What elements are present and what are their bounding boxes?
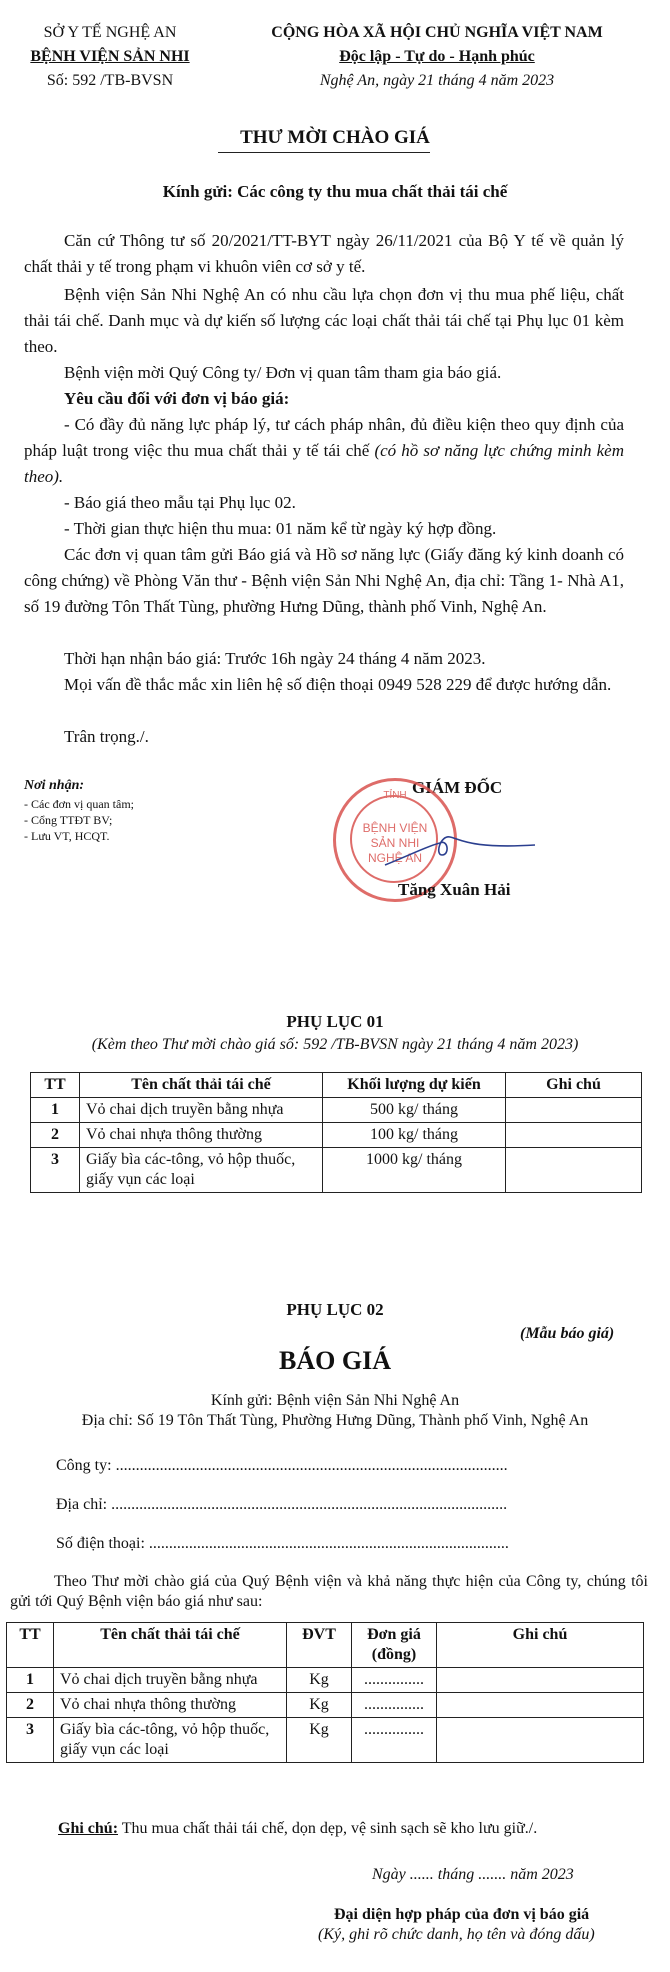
requirement-duration: - Thời gian thực hiện thu mua: 01 năm kể từ ngày ký hợp đồng. xyxy=(64,519,497,538)
recipient-item: - Lưu VT, HCQT. xyxy=(24,829,110,843)
republic-title: CỘNG HÒA XÃ HỘI CHỦ NGHĨA VIỆT NAM xyxy=(271,24,603,41)
table-cell: Vỏ chai nhựa thông thường xyxy=(54,1693,287,1718)
appendix1-subtitle: (Kèm theo Thư mời chào giá số: 592 /TB-BVSN ngày 21 tháng 4 năm 2023) xyxy=(91,1036,579,1053)
table-cell: Vỏ chai nhựa thông thường xyxy=(80,1123,323,1148)
paragraph-legal-basis: Căn cứ Thông tư số 20/2021/TT-BYT ngày 26/11/2021 của Bộ Y tế về quản lý chất thải y tế trong phạm vi khuôn viên cơ sở y tế. xyxy=(24,231,624,276)
phone-field[interactable]: Số điện thoại: .......................................................................................... xyxy=(56,1535,509,1552)
table-cell: Kg xyxy=(287,1718,352,1763)
paragraph-need: Bệnh viện Sản Nhi Nghệ An có nhu cầu lựa chọn đơn vị thu mua phế liệu, chất thải tái chế. Danh mục và dự kiến số lượng các loại chất thải tái chế tại Phụ lục 01 kèm theo. xyxy=(24,285,624,356)
ministry-name: SỞ Y TẾ NGHỆ AN xyxy=(43,24,177,41)
table-header-row xyxy=(7,1623,644,1668)
note-input[interactable] xyxy=(437,1718,644,1763)
signer-position: GIÁM ĐỐC xyxy=(412,778,503,797)
document-date: Nghệ An, ngày 21 tháng 4 năm 2023 xyxy=(319,72,555,89)
representative-title: Đại diện hợp pháp của đơn vị báo giá xyxy=(334,1906,590,1923)
table-row xyxy=(7,1693,644,1718)
paragraph-deadline: Thời hạn nhận báo giá: Trước 16h ngày 24 tháng 4 năm 2023. xyxy=(64,649,486,668)
column-header: TT xyxy=(31,1073,80,1098)
representative-note: (Ký, ghi rõ chức danh, họ tên và đóng dấu) xyxy=(318,1926,595,1943)
address-field[interactable]: Địa chỉ: ................................................................................................... xyxy=(56,1496,508,1513)
table-cell xyxy=(506,1123,642,1148)
price-input[interactable]: ............... xyxy=(352,1718,437,1763)
quote-intro: Theo Thư mời chào giá của Quý Bệnh viện và khả năng thực hiện của Công ty, chúng tôi gửi tới Quý Bệnh viện báo giá như sau: xyxy=(10,1573,648,1610)
table-row xyxy=(31,1148,642,1193)
column-header: TT xyxy=(7,1623,54,1668)
column-header: Ghi chú xyxy=(506,1073,642,1098)
note-label: Ghi chú: xyxy=(58,1820,119,1837)
table-cell: 1 xyxy=(7,1668,54,1693)
letter-recipient: Kính gửi: Các công ty thu mua chất thải tái chế xyxy=(162,182,508,201)
column-header: Ghi chú xyxy=(437,1623,644,1668)
column-header: Đơn giá (đồng) xyxy=(352,1623,437,1668)
letter-title: THƯ MỜI CHÀO GIÁ xyxy=(240,127,430,148)
recipients-heading: Nơi nhận: xyxy=(24,778,85,793)
table-cell: Vỏ chai dịch truyền bằng nhựa xyxy=(54,1668,287,1693)
table-cell: 2 xyxy=(31,1123,80,1148)
document-number: Số: 592 /TB-BVSN xyxy=(46,72,174,89)
table-row xyxy=(31,1098,642,1123)
column-header: Tên chất thải tái chế xyxy=(54,1623,287,1668)
requirement-form: - Báo giá theo mẫu tại Phụ lục 02. xyxy=(64,493,296,512)
table-cell: 100 kg/ tháng xyxy=(323,1123,506,1148)
paragraph-submission: Các đơn vị quan tâm gửi Báo giá và Hồ sơ năng lực (Giấy đăng ký kinh doanh có công chứng) về Phòng Văn thư - Bệnh viện Sản Nhi Nghệ An, địa chỉ: Tầng 1- Nhà A1, số 19 đường Tôn Thất Tùng, phường Hưng Dũng, thành phố Vinh, Nghệ An. xyxy=(24,545,624,616)
appendix2-title: PHỤ LỤC 02 xyxy=(286,1300,384,1319)
table-cell: 2 xyxy=(7,1693,54,1718)
hospital-name: BỆNH VIỆN SẢN NHI xyxy=(30,48,190,65)
table-row xyxy=(31,1123,642,1148)
column-header: Khối lượng dự kiến xyxy=(323,1073,506,1098)
quote-date-line: Ngày ...... tháng ....... năm 2023 xyxy=(372,1866,574,1883)
column-header: Tên chất thải tái chế xyxy=(80,1073,323,1098)
requirements-heading: Yêu cầu đối với đơn vị báo giá: xyxy=(64,389,290,408)
table-cell xyxy=(506,1148,642,1193)
quote-heading: BÁO GIÁ xyxy=(279,1346,391,1375)
seal-line-2: SẢN NHI xyxy=(370,836,420,850)
price-input[interactable]: ............... xyxy=(352,1693,437,1718)
requirement-legal-text: - Có đầy đủ năng lực pháp lý, tư cách pháp nhân, đủ điều kiện theo quy định của pháp luật trong việc thu mua chất thải y tế tái chế xyxy=(24,415,624,460)
column-header: ĐVT xyxy=(287,1623,352,1668)
table-header-row xyxy=(31,1073,642,1098)
appendix1-title: PHỤ LỤC 01 xyxy=(286,1012,384,1031)
table-row xyxy=(7,1718,644,1763)
requirement-legal-note: (có hồ sơ năng lực chứng minh kèm theo). xyxy=(24,441,624,486)
signer-name: Tăng Xuân Hải xyxy=(398,880,511,899)
national-motto: Độc lập - Tự do - Hạnh phúc xyxy=(339,48,535,65)
price-input[interactable]: ............... xyxy=(352,1668,437,1693)
note-text: Thu mua chất thải tái chế, dọn dẹp, vệ sinh sạch sẽ kho lưu giữ./. xyxy=(118,1820,538,1837)
appendix2-form-note: (Mẫu báo giá) xyxy=(520,1325,615,1342)
handwritten-signature xyxy=(380,825,540,875)
table-cell: 1 xyxy=(31,1098,80,1123)
seal-line-1: BỆNH VIỆN xyxy=(362,821,428,835)
paragraph-contact: Mọi vấn đề thắc mắc xin liên hệ số điện thoại 0949 528 229 để được hướng dẫn. xyxy=(64,675,612,694)
appendix2-table xyxy=(6,1622,644,1763)
company-field[interactable]: Công ty: .................................................................................................. xyxy=(56,1457,508,1474)
seal-province: TỈNH xyxy=(383,790,407,801)
table-row xyxy=(7,1668,644,1693)
table-cell xyxy=(506,1098,642,1123)
recipient-item: - Cổng TTĐT BV; xyxy=(24,813,113,827)
table-cell: Kg xyxy=(287,1693,352,1718)
appendix1-table xyxy=(30,1072,642,1193)
title-underline xyxy=(218,152,430,153)
note-input[interactable] xyxy=(437,1693,644,1718)
recipients-list xyxy=(24,796,134,844)
requirement-legal xyxy=(24,412,624,490)
recipient-item: - Các đơn vị quan tâm; xyxy=(24,797,134,811)
closing-phrase: Trân trọng./. xyxy=(64,727,149,746)
table-cell: 1000 kg/ tháng xyxy=(323,1148,506,1193)
table-cell: 3 xyxy=(31,1148,80,1193)
table-cell: Kg xyxy=(287,1668,352,1693)
table-cell: Vỏ chai dịch truyền bằng nhựa xyxy=(80,1098,323,1123)
quote-to: Kính gửi: Bệnh viện Sản Nhi Nghệ An xyxy=(210,1392,460,1409)
quote-address: Địa chỉ: Số 19 Tôn Thất Tùng, Phường Hưng Dũng, Thành phố Vinh, Nghệ An xyxy=(81,1412,589,1429)
table-cell: 3 xyxy=(7,1718,54,1763)
table-cell: Giấy bìa các-tông, vỏ hộp thuốc, giấy vụn các loại xyxy=(54,1718,287,1763)
table-cell: 500 kg/ tháng xyxy=(323,1098,506,1123)
note-input[interactable] xyxy=(437,1668,644,1693)
table-cell: Giấy bìa các-tông, vỏ hộp thuốc, giấy vụn các loại xyxy=(80,1148,323,1193)
paragraph-invitation: Bệnh viện mời Quý Công ty/ Đơn vị quan tâm tham gia báo giá. xyxy=(64,363,502,382)
quote-note xyxy=(58,1820,648,1838)
seal-line-3: NGHỆ AN xyxy=(367,851,422,865)
